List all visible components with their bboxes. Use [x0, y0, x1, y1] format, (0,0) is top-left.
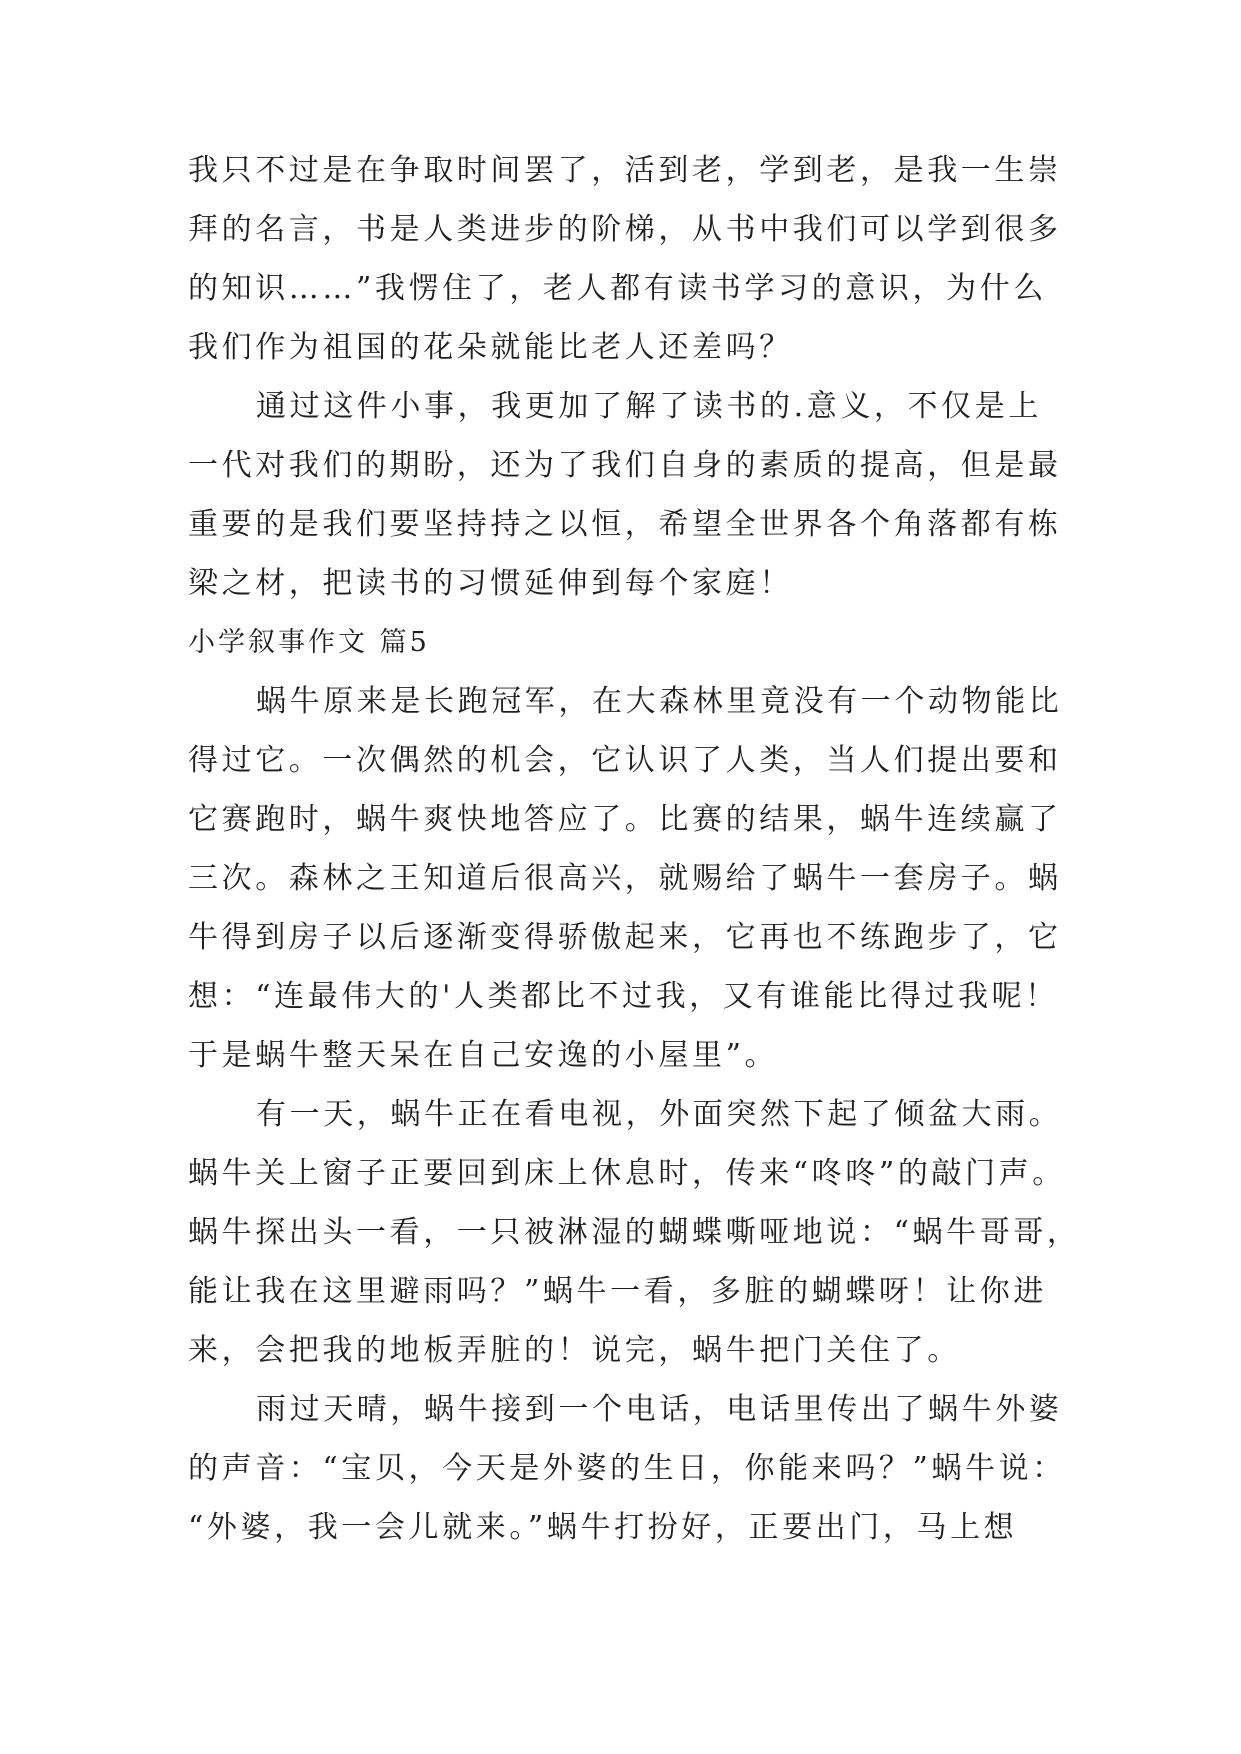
body-text-line: 拜的名言，书是人类进步的阶梯，从书中我们可以学到很多	[188, 212, 1062, 247]
body-text-line: 重要的是我们要坚持持之以恒，希望全世界各个角落都有栋	[188, 507, 1062, 542]
paragraph-first-line: 蜗牛原来是长跑冠军，在大森林里竟没有一个动物能比	[256, 684, 1063, 719]
body-text-line: “外婆，我一会儿就来。”蜗牛打扮好，正要出门，马上想	[188, 1510, 1018, 1545]
body-text-line: 得过它。一次偶然的机会，它认识了人类，当人们提出要和	[188, 743, 1062, 778]
paragraph-first-line: 有一天，蜗牛正在看电视，外面突然下起了倾盆大雨。	[256, 1097, 1063, 1132]
body-text-line: 我只不过是在争取时间罢了，活到老，学到老，是我一生崇	[188, 153, 1062, 188]
paragraph-first-line: 雨过天晴，蜗牛接到一个电话，电话里传出了蜗牛外婆	[256, 1392, 1063, 1427]
section-heading: 小学叙事作文 篇5	[188, 627, 430, 658]
paragraph-first-line: 通过这件小事，我更加了解了读书的.意义，不仅是上	[256, 389, 1042, 424]
body-text-line: 三次。森林之王知道后很高兴，就赐给了蜗牛一套房子。蜗	[188, 861, 1062, 896]
body-text-line: 牛得到房子以后逐渐变得骄傲起来，它再也不练跑步了，它	[188, 920, 1062, 955]
body-text-line: 来，会把我的地板弄脏的！说完，蜗牛把门关住了。	[188, 1333, 961, 1368]
body-text-line: 一代对我们的期盼，还为了我们自身的素质的提高，但是最	[188, 448, 1062, 483]
body-text-line: 想：“连最伟大的'人类都比不过我，又有谁能比得过我呢！	[188, 979, 1059, 1014]
body-text-line: 梁之材，把读书的习惯延伸到每个家庭！	[188, 566, 793, 601]
body-text-line: 我们作为祖国的花朵就能比老人还差吗？	[188, 330, 793, 365]
body-text-line: 蜗牛探出头一看，一只被淋湿的蝴蝶嘶哑地说：“蜗牛哥哥，	[188, 1215, 1081, 1250]
body-text-line: 它赛跑时，蜗牛爽快地答应了。比赛的结果，蜗牛连续赢了	[188, 802, 1062, 837]
body-text-line: 能让我在这里避雨吗？”蜗牛一看，多脏的蝴蝶呀！让你进	[188, 1274, 1047, 1309]
body-text-line: 的知识……”我愣住了，老人都有读书学习的意识，为什么	[188, 271, 1047, 306]
body-text-line: 于是蜗牛整天呆在自己安逸的小屋里”。	[188, 1038, 779, 1073]
body-text-line: 的声音：“宝贝，今天是外婆的生日，你能来吗？”蜗牛说：	[188, 1451, 1066, 1486]
body-text-line: 蜗牛关上窗子正要回到床上休息时，传来“咚咚”的敲门声。	[188, 1156, 1066, 1191]
